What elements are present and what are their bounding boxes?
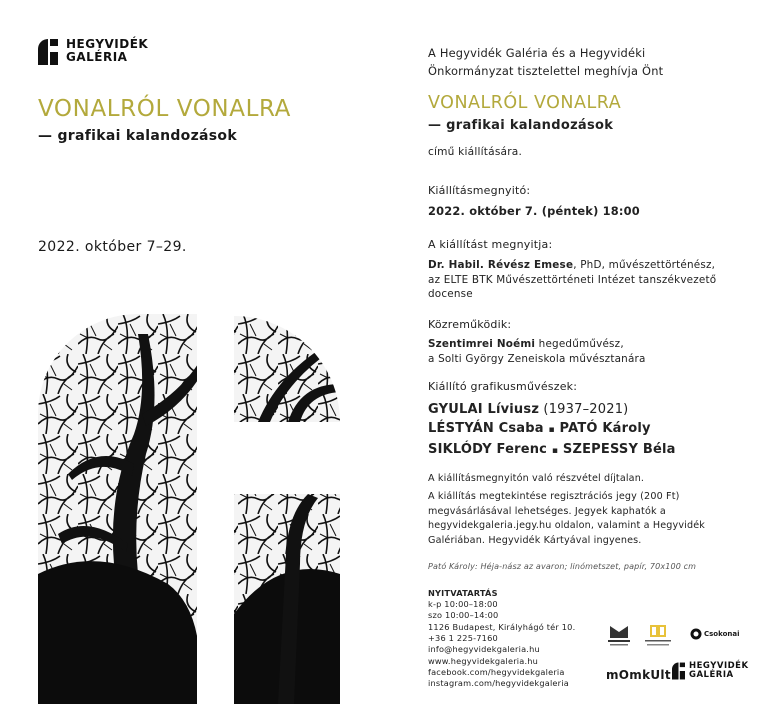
onkormanyzat-logo-icon bbox=[643, 623, 673, 649]
opener-name: Dr. Habil. Révész Emese bbox=[428, 259, 574, 271]
right-subtitle: — grafikai kalandozások bbox=[428, 118, 614, 133]
gallery-logo bbox=[38, 38, 148, 63]
artist-name: GYULAI Líviusz bbox=[428, 402, 540, 417]
artwork-caption: Pató Károly: Héja-nász az avaron; linómetszet, papír, 70x100 cm bbox=[428, 562, 697, 571]
opener-label: A kiállítást megnyitja: bbox=[428, 238, 553, 251]
left-title: VONALRÓL VONALRA bbox=[38, 96, 291, 122]
artists-list: GYULAI Líviusz (1937–2021) LÉSTYÁN Csaba ▪ PATÓ Károly SIKLÓDY Ferenc ▪ SZEPESSY Béla bbox=[428, 402, 676, 457]
gallery-logo-mark bbox=[38, 39, 58, 63]
phone: +36 1 225-7160 bbox=[428, 633, 498, 644]
gallery-logo-text: HEGYVIDÉK GALÉRIA bbox=[66, 37, 149, 64]
partner-logo-hegyvidek bbox=[606, 624, 632, 648]
artists-label: Kiállító grafikusművészek: bbox=[428, 380, 578, 393]
artist-name: SIKLÓDY Ferenc bbox=[428, 442, 548, 457]
opening-hours: NYITVATARTÁS k-p 10:00–18:00 szo 10:00–14:00 bbox=[428, 588, 499, 621]
csokonai-name: Csokonai bbox=[704, 630, 740, 638]
artist-name: PATÓ Károly bbox=[559, 421, 651, 436]
instagram-link[interactable]: instagram.com/hegyvidekgaleria bbox=[428, 678, 569, 689]
contact-block bbox=[428, 622, 575, 689]
separator: ▪ bbox=[551, 446, 559, 456]
partner-logo-momkult: mOmkUlt bbox=[606, 668, 671, 682]
facebook-link[interactable]: facebook.com/hegyvidekgaleria bbox=[428, 666, 565, 677]
hegyvidek-crest-icon bbox=[606, 624, 632, 648]
ticket-info: A kiállítás megtekintése regisztrációs jegy (200 Ft) megvásárlásával lehetséges. Jegyek kaphatók a hegyvidekgaleria.jegy.hu oldalon, valamint a Hegyvidék Galériában. Hegyvidék Kártyával ingyenes. bbox=[428, 491, 705, 546]
gallery-logo-text: HEGYVIDÉK GALÉRIA bbox=[689, 661, 749, 680]
gallery-logo-mark bbox=[672, 662, 684, 680]
website-link[interactable]: www.hegyvidekgaleria.hu bbox=[428, 655, 539, 666]
left-subtitle: — grafikai kalandozások bbox=[38, 128, 237, 144]
opener-details: Dr. Habil. Révész Emese, PhD, művészettörténész, az ELTE BTK Művészettörténeti Intézet tanszékvezető docense bbox=[428, 259, 717, 300]
artist-name: SZEPESSY Béla bbox=[562, 442, 676, 457]
free-entry-note: A kiállításmegnyitón való részvétel díjtalan. bbox=[428, 473, 645, 484]
contrib-name: Szentimrei Noémi bbox=[428, 338, 536, 350]
artwork-g-letterform bbox=[38, 314, 340, 704]
contrib-details: Szentimrei Noémi hegedűművész, a Solti György Zeneiskola művésztanára bbox=[428, 338, 646, 365]
partner-logo-csokonai bbox=[690, 628, 740, 640]
exhibition-of: című kiállítására. bbox=[428, 146, 523, 158]
tree-linocut-artwork bbox=[38, 314, 340, 704]
exhibition-dates: 2022. október 7–29. bbox=[38, 239, 187, 255]
address: 1126 Budapest, Királyhágó tér 10. bbox=[428, 622, 576, 632]
email-link[interactable]: info@hegyvidekgaleria.hu bbox=[428, 644, 540, 655]
partner-logo-onkormanyzat bbox=[643, 623, 673, 649]
csokonai-circle-icon bbox=[690, 628, 702, 640]
opening-date: 2022. október 7. (péntek) 18:00 bbox=[428, 204, 640, 218]
separator: ▪ bbox=[548, 425, 555, 435]
right-title: VONALRÓL VONALRA bbox=[428, 93, 622, 113]
opening-label: Kiállításmegnyitó: bbox=[428, 184, 531, 197]
contrib-label: Közreműködik: bbox=[428, 318, 512, 331]
gallery-logo-small bbox=[672, 662, 749, 680]
artist-name: LÉSTYÁN Csaba bbox=[428, 421, 544, 436]
hours-label: NYITVATARTÁS bbox=[428, 588, 498, 598]
invitation-text: A Hegyvidék Galéria és a Hegyvidéki Önkormányzat tisztelettel meghívja Önt bbox=[428, 46, 664, 78]
